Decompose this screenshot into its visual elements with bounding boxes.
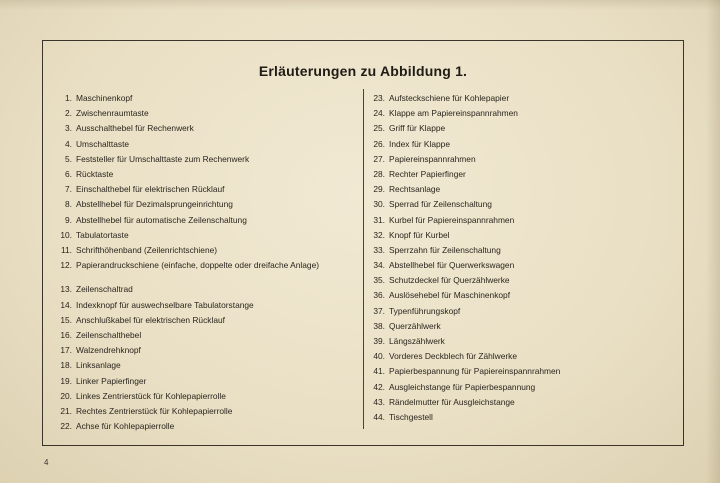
legend-item-number: 41. — [373, 366, 385, 377]
legend-item-number: 7. — [65, 184, 72, 195]
legend-item-number: 28. — [373, 168, 385, 179]
legend-item — [57, 169, 349, 184]
legend-right-column — [370, 93, 670, 427]
legend-item-number: 39. — [373, 336, 385, 346]
legend-item-number: 42. — [373, 381, 385, 392]
legend-item-number: 4. — [65, 138, 72, 149]
legend-item — [370, 306, 670, 321]
legend-item — [370, 93, 670, 108]
legend-item — [370, 290, 670, 305]
legend-item-number: 10. — [60, 229, 72, 240]
legend-item-number: 23. — [373, 93, 385, 103]
legend-item-number: 35. — [373, 275, 385, 286]
legend-item-number: 30. — [373, 199, 385, 210]
legend-item-text: Papiereinspannrahmen — [389, 153, 476, 164]
legend-item — [370, 275, 670, 290]
legend-item — [370, 123, 670, 138]
legend-item — [370, 336, 670, 351]
legend-item-number: 19. — [60, 375, 72, 386]
legend-item-text: Rücktaste — [76, 168, 114, 179]
legend-item-text: Umschalttaste — [76, 138, 130, 149]
legend-item — [370, 169, 670, 184]
legend-item-text: Abstellhebel für Dezimalsprungeinrichtung — [76, 199, 233, 210]
legend-frame — [42, 40, 684, 446]
legend-item-text: Zeilenschalthebel — [76, 330, 142, 341]
legend-item-number: 31. — [373, 214, 385, 225]
legend-item — [57, 199, 349, 214]
legend-item-text: Linkes Zentrierstück für Kohlepapierrolle — [76, 390, 226, 401]
legend-item — [57, 108, 349, 123]
legend-item-number: 40. — [373, 351, 385, 362]
legend-item-text: Vorderes Deckblech für Zählwerke — [389, 351, 518, 362]
legend-item-number: 27. — [373, 153, 385, 164]
legend-item-number: 13. — [60, 284, 72, 295]
legend-item-text: Typenführungskopf — [389, 305, 461, 316]
legend-item-number: 29. — [373, 184, 385, 195]
legend-item-number: 32. — [373, 229, 385, 240]
legend-item-text: Maschinenkopf — [76, 93, 133, 103]
legend-item-number: 20. — [60, 390, 72, 401]
legend-item-number: 22. — [60, 421, 72, 432]
legend-item — [57, 360, 349, 375]
legend-item — [370, 366, 670, 381]
legend-item-text: Kurbel für Papiereinspannrahmen — [389, 214, 515, 225]
legend-item — [57, 345, 349, 360]
legend-item-text: Walzendrehknopf — [76, 345, 141, 356]
column-divider — [363, 89, 364, 429]
legend-item-text: Papierandruckschiene (einfache, doppelte oder dreifache Anlage) — [76, 260, 320, 271]
legend-item-text: Aufsteckschiene für Kohlepapier — [389, 93, 510, 103]
legend-item-number: 1. — [65, 93, 72, 103]
legend-item — [57, 406, 349, 421]
legend-item — [370, 351, 670, 366]
legend-item-number: 9. — [65, 214, 72, 225]
legend-item — [370, 397, 670, 412]
legend-item-text: Sperrzahn für Zeilenschaltung — [389, 244, 501, 255]
legend-item-number: 14. — [60, 299, 72, 310]
legend-item — [370, 245, 670, 260]
legend-item-text: Abstellhebel für automatische Zeilenschaltung — [76, 214, 247, 225]
legend-item-text: Abstellhebel für Querwerkswagen — [389, 260, 515, 271]
legend-item — [57, 260, 349, 284]
legend-item-text: Tabulatortaste — [76, 229, 129, 240]
legend-item — [57, 330, 349, 345]
legend-item — [57, 154, 349, 169]
legend-item-text: Tischgestell — [389, 411, 433, 422]
legend-item — [57, 123, 349, 138]
legend-item — [57, 139, 349, 154]
legend-item — [370, 139, 670, 154]
legend-item-number: 44. — [373, 411, 385, 422]
legend-item-number: 43. — [373, 396, 385, 407]
legend-item-text: Achse für Kohlepapierrolle — [76, 421, 175, 432]
legend-item-number: 18. — [60, 360, 72, 371]
legend-item-text: Auslösehebel für Maschinenkopf — [389, 290, 511, 301]
legend-item — [57, 315, 349, 330]
legend-item-text: Schrifthöhenband (Zeilenrichtschiene) — [76, 244, 218, 255]
legend-item — [370, 382, 670, 397]
legend-item — [370, 184, 670, 199]
legend-item-text: Index für Klappe — [389, 138, 450, 149]
legend-item — [57, 184, 349, 199]
legend-item-text: Zeilenschaltrad — [76, 284, 133, 295]
legend-item-number: 6. — [65, 168, 72, 179]
legend-item-text: Zwischenraumtaste — [76, 108, 149, 119]
legend-item-number: 33. — [373, 244, 385, 255]
legend-item-number: 34. — [373, 260, 385, 271]
legend-item — [370, 321, 670, 336]
legend-item-text: Linker Papierfinger — [76, 375, 147, 386]
legend-item-text: Rändelmutter für Ausgleichstange — [389, 396, 515, 407]
legend-item — [370, 108, 670, 123]
legend-item-text: Ausschalthebel für Rechenwerk — [76, 123, 194, 134]
legend-item — [57, 284, 349, 299]
legend-left-column — [57, 93, 349, 436]
legend-item-text: Rechter Papierfinger — [389, 168, 466, 179]
legend-item-number: 37. — [373, 305, 385, 316]
legend-item — [57, 300, 349, 315]
legend-item — [370, 412, 670, 427]
legend-item — [57, 230, 349, 245]
legend-item-text: Linksanlage — [76, 360, 121, 371]
legend-item-text: Ausgleichstange für Papierbespannung — [389, 381, 536, 392]
legend-item — [57, 245, 349, 260]
page-title: Erläuterungen zu Abbildung 1. — [258, 63, 468, 79]
legend-item — [370, 230, 670, 245]
legend-item-number: 11. — [60, 244, 72, 255]
legend-item-number: 5. — [65, 153, 72, 164]
legend-item — [370, 260, 670, 275]
page-top-shadow — [0, 0, 720, 10]
legend-item-text: Feststeller für Umschalttaste zum Rechenwerk — [76, 153, 250, 164]
legend-item-number: 2. — [65, 108, 72, 119]
legend-item-number: 17. — [60, 345, 72, 356]
legend-item-number: 21. — [60, 405, 72, 416]
legend-item-text: Griff für Klappe — [389, 123, 446, 134]
legend-item — [57, 376, 349, 391]
legend-item-text: Indexknopf für auswechselbare Tabulatorstange — [76, 299, 254, 310]
legend-item-number: 8. — [65, 199, 72, 210]
legend-item-number: 26. — [373, 138, 385, 149]
legend-item-number: 38. — [373, 320, 385, 331]
legend-item — [370, 154, 670, 169]
legend-item-text: Längszählwerk — [389, 336, 445, 346]
legend-item — [57, 215, 349, 230]
page-number: 4 — [44, 458, 49, 467]
legend-item — [57, 421, 349, 436]
legend-item — [370, 199, 670, 214]
legend-item-text: Rechtsanlage — [389, 184, 441, 195]
legend-item-text: Einschalthebel für elektrischen Rücklauf — [76, 184, 225, 195]
legend-item-text: Rechtes Zentrierstück für Kohlepapierrolle — [76, 405, 233, 416]
legend-item-text: Klappe am Papiereinspannrahmen — [389, 108, 518, 119]
legend-item-number: 36. — [373, 290, 385, 301]
legend-item-number: 3. — [65, 123, 72, 134]
legend-item-text: Knopf für Kurbel — [389, 229, 450, 240]
legend-item-text: Papierbespannung für Papiereinspannrahmen — [389, 366, 561, 377]
legend-item-number: 25. — [373, 123, 385, 134]
legend-item — [57, 391, 349, 406]
legend-item-number: 16. — [60, 330, 72, 341]
page-edge-shadow — [706, 0, 720, 483]
legend-item-text: Querzählwerk — [389, 320, 441, 331]
legend-item — [57, 93, 349, 108]
legend-item-number: 12. — [60, 260, 72, 271]
legend-item-number: 15. — [60, 314, 72, 325]
legend-item — [370, 215, 670, 230]
legend-item-number: 24. — [373, 108, 385, 119]
legend-item-text: Sperrad für Zeilenschaltung — [389, 199, 492, 210]
legend-item-text: Anschlußkabel für elektrischen Rücklauf — [76, 314, 225, 325]
legend-item-text: Schutzdeckel für Querzählwerke — [389, 275, 510, 286]
